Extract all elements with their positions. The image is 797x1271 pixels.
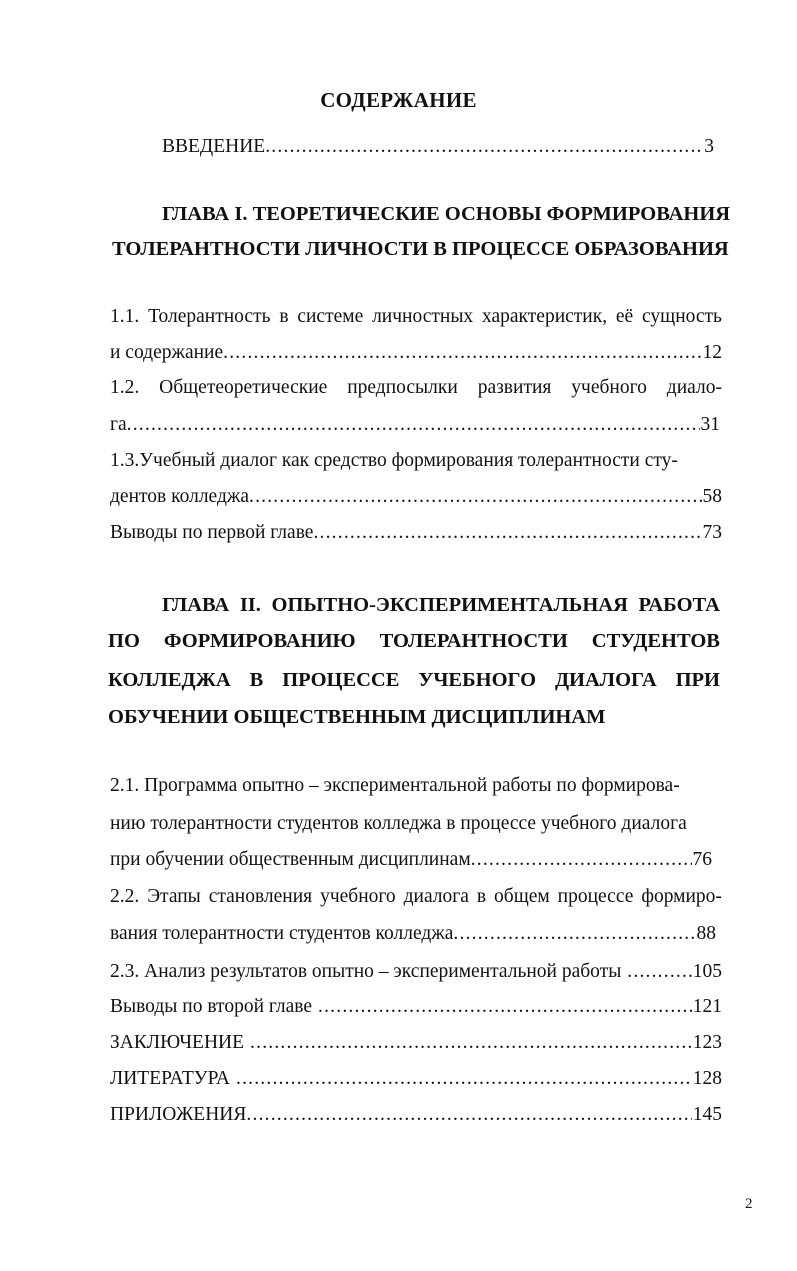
toc-entry-2-2-line1 — [110, 886, 722, 908]
word: личностных — [372, 306, 474, 327]
leader-dots — [127, 414, 700, 436]
toc-entry-label: Выводы по второй главе — [110, 996, 313, 1017]
word: 1.2. — [110, 377, 140, 398]
toc-page-number: 58 — [702, 486, 722, 507]
word: ДИАЛОГА — [554, 669, 657, 691]
word: Толерантность — [148, 306, 271, 327]
toc-page-number: 128 — [692, 1068, 722, 1089]
word: ТОЛЕРАНТНОСТИ — [379, 630, 568, 652]
leader-dots — [471, 849, 692, 871]
toc-entry-label: ЛИТЕРАТУРА — [110, 1068, 230, 1089]
word: в — [279, 306, 289, 327]
toc-entry-chapter2-conclusion — [110, 996, 722, 1018]
page-title: СОДЕРЖАНИЕ — [320, 88, 477, 112]
toc-page-number: 121 — [692, 996, 722, 1017]
toc-entry-2-3 — [110, 961, 722, 983]
toc-entry-conclusion — [110, 1032, 722, 1054]
toc-page-number: 88 — [696, 923, 716, 944]
word: Общетеоретические — [159, 377, 328, 398]
toc-entry-1-3-line2 — [110, 486, 722, 508]
word: предпосылки — [347, 377, 458, 398]
word: ГЛАВА — [162, 594, 230, 616]
chapter2-heading-line3 — [108, 669, 720, 692]
toc-entry-label: при обучении общественным дисциплинам — [110, 849, 471, 870]
word: ПРОЦЕССЕ — [282, 669, 400, 691]
toc-page-number: 31 — [700, 414, 720, 435]
word: в — [476, 886, 487, 907]
toc-page-number: 3 — [704, 136, 714, 157]
word: характеристик, — [482, 306, 608, 327]
toc-entry-label: вания толерантности студентов колледжа — [110, 923, 454, 944]
word: УЧЕБНОГО — [418, 669, 537, 691]
word: формиро- — [641, 886, 722, 907]
chapter2-heading-line2 — [108, 630, 720, 653]
leader-dots — [249, 486, 702, 508]
leader-dots — [318, 996, 692, 1018]
toc-page-number: 73 — [702, 522, 722, 543]
toc-entry-label: га — [110, 414, 127, 435]
word: диалога — [403, 886, 469, 907]
word: системе — [297, 306, 364, 327]
toc-entry-2-1-line2: нию толерантности студентов колледжа в процессе учебного диалога — [110, 813, 687, 834]
toc-entry-label: Выводы по первой главе — [110, 522, 314, 543]
leader-dots — [313, 522, 701, 544]
toc-entry-label: ВВЕДЕНИЕ — [162, 136, 266, 157]
word: КОЛЛЕДЖА — [108, 669, 231, 691]
word: II. — [239, 594, 261, 616]
toc-entry-1-1-line2 — [110, 342, 722, 364]
word: 1.1. — [110, 306, 140, 327]
toc-entry-1-2-line1 — [110, 377, 722, 399]
word: становления — [208, 886, 313, 907]
toc-page-number: 123 — [692, 1032, 722, 1053]
toc-page-number: 145 — [692, 1104, 722, 1125]
toc-entry-label: и содержание — [110, 342, 224, 363]
toc-entry-label: ЗАКЛЮЧЕНИЕ — [110, 1032, 245, 1053]
leader-dots — [621, 961, 691, 983]
toc-page-number: 12 — [702, 342, 722, 363]
leader-dots — [265, 136, 703, 158]
toc-page-number: 76 — [692, 849, 712, 870]
word: СТУДЕНТОВ — [591, 630, 720, 652]
toc-entry-intro — [162, 136, 714, 158]
toc-entry-label: дентов колледжа — [110, 486, 249, 507]
word: учебного — [571, 377, 647, 398]
toc-entry-1-1-line1 — [110, 306, 722, 328]
leader-dots — [236, 1068, 692, 1090]
leader-dots — [223, 342, 701, 364]
word: ПРИ — [675, 669, 720, 691]
toc-entry-chapter1-conclusion — [110, 522, 722, 544]
chapter2-heading-line4: ОБУЧЕНИИ ОБЩЕСТВЕННЫМ ДИСЦИПЛИНАМ — [108, 706, 606, 728]
leader-dots — [453, 923, 695, 945]
toc-entry-1-2-line2 — [110, 414, 720, 436]
word: ФОРМИРОВАНИЮ — [163, 630, 356, 652]
word: развития — [477, 377, 552, 398]
toc-page-number: 105 — [692, 961, 722, 982]
toc-entry-2-1-line3 — [110, 849, 712, 871]
word: ОПЫТНО-ЭКСПЕРИМЕНТАЛЬНАЯ — [271, 594, 628, 616]
word: учебного — [320, 886, 396, 907]
word: ПО — [108, 630, 140, 652]
word: В — [249, 669, 264, 691]
leader-dots — [250, 1032, 692, 1054]
word: РАБОТА — [638, 594, 720, 616]
word: общем — [494, 886, 550, 907]
page-number: 2 — [745, 1196, 753, 1212]
word: диало- — [666, 377, 722, 398]
chapter1-heading-line2: ТОЛЕРАНТНОСТИ ЛИЧНОСТИ В ПРОЦЕССЕ ОБРАЗОВАНИЯ — [112, 238, 729, 260]
toc-entry-label: 2.3. Анализ результатов опытно – экспериментальной работы — [110, 961, 622, 982]
word: сущность — [642, 306, 722, 327]
toc-entry-2-2-line2 — [110, 923, 716, 945]
chapter1-heading-line1: ГЛАВА I. ТЕОРЕТИЧЕСКИЕ ОСНОВЫ ФОРМИРОВАНИЯ — [162, 203, 731, 225]
toc-entry-appendices — [110, 1104, 722, 1126]
word: 2.2. — [110, 886, 140, 907]
toc-entry-2-1-line1: 2.1. Программа опытно – экспериментальной работы по формирова- — [110, 775, 680, 796]
chapter2-heading-line1 — [162, 594, 720, 617]
word: её — [615, 306, 634, 327]
word: процессе — [557, 886, 634, 907]
leader-dots — [246, 1104, 691, 1126]
toc-entry-literature — [110, 1068, 722, 1090]
toc-entry-1-3-line1: 1.3.Учебный диалог как средство формирования толерантности сту- — [110, 450, 678, 471]
toc-entry-label: ПРИЛОЖЕНИЯ — [110, 1104, 247, 1125]
word: Этапы — [147, 886, 201, 907]
